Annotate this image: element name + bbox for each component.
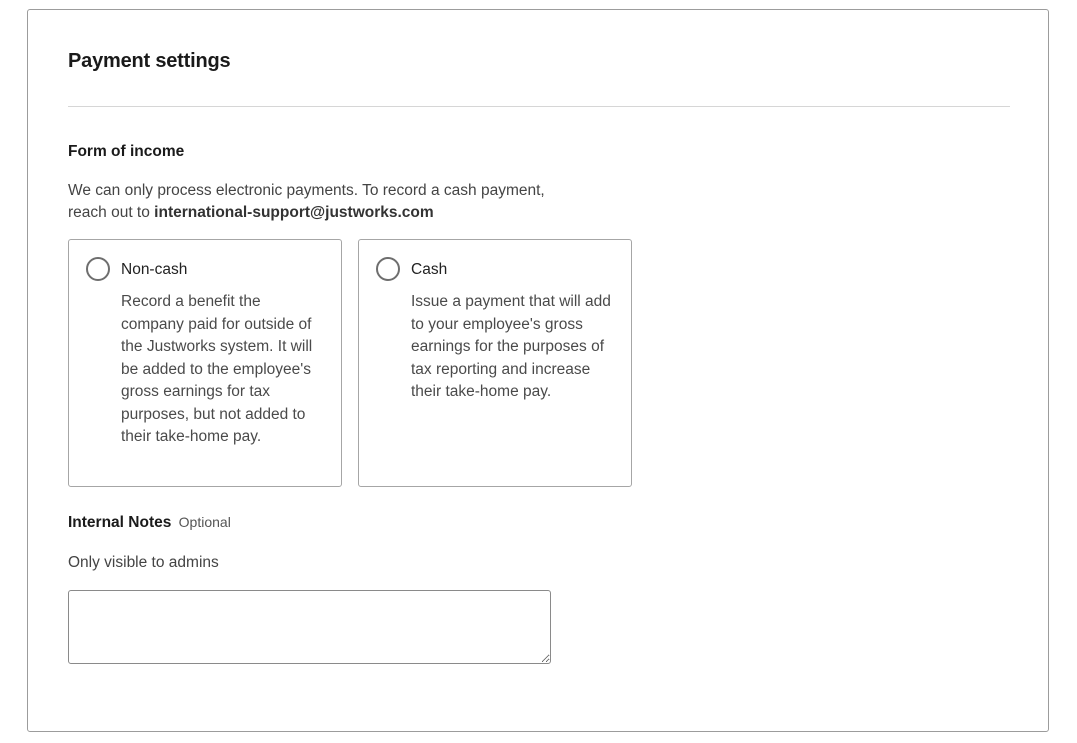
payment-settings-card	[27, 9, 1049, 732]
divider	[68, 106, 1010, 107]
option-cash-description: Issue a payment that will add to your employee's gross earnings for the purposes of tax reporting and increase their take-home pay.	[411, 293, 611, 400]
radio-cash[interactable]	[376, 257, 400, 281]
page-title: Payment settings	[68, 50, 231, 72]
option-cash[interactable]	[358, 239, 632, 487]
internal-notes-textarea[interactable]	[68, 590, 551, 664]
optional-tag: Optional	[178, 514, 231, 530]
option-non-cash-description: Record a benefit the company paid for outside of the Justworks system. It will be added to the employee's gross earnings for tax purposes, but not added to their take-home pay.	[121, 293, 313, 445]
option-non-cash-label: Non-cash	[121, 261, 188, 278]
option-cash-label: Cash	[411, 261, 448, 278]
form-of-income-label: Form of income	[68, 143, 185, 160]
internal-notes-label-text: Internal Notes	[68, 514, 172, 531]
internal-notes-help: Only visible to admins	[68, 554, 219, 571]
support-email: international-support@justworks.com	[154, 204, 434, 221]
internal-notes-label	[68, 514, 231, 532]
radio-non-cash[interactable]	[86, 257, 110, 281]
option-non-cash[interactable]	[68, 239, 342, 487]
form-of-income-help	[68, 180, 548, 224]
form-of-income-help-text: We can only process electronic payments. To record a cash payment, reach out to	[68, 182, 545, 221]
